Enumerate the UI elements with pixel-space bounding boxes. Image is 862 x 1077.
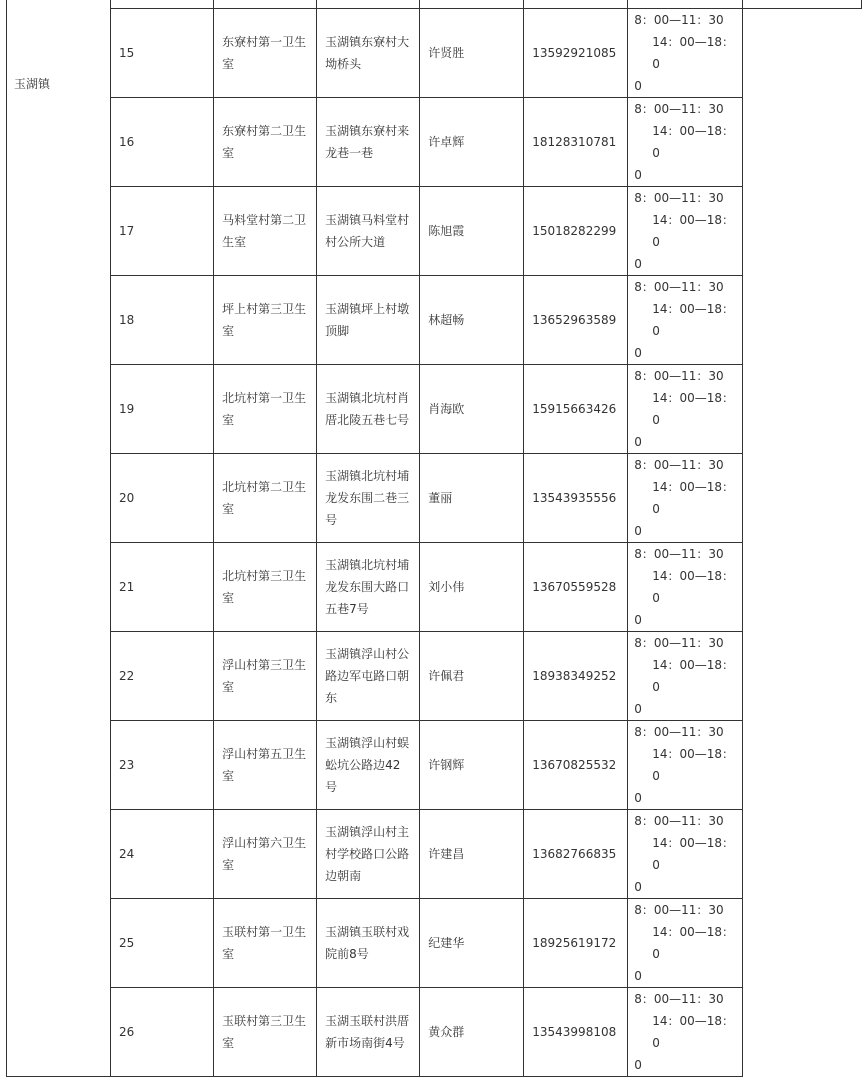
table-row xyxy=(7,988,862,1077)
clinic-address: 玉湖镇马料堂村村公所大道 xyxy=(317,187,420,276)
clinic-name: 玉联村第三卫生室 xyxy=(214,988,317,1077)
row-number: 25 xyxy=(111,899,214,988)
clinic-address: 玉湖镇坪上村墩顶脚 xyxy=(317,276,420,365)
hours-morning: 8：00—11：30 xyxy=(634,814,724,828)
phone-number: 13670825532 xyxy=(524,721,628,810)
phone-number: 15018282299 xyxy=(524,187,628,276)
clinic-name: 坪上村第三卫生室 xyxy=(214,276,317,365)
hours-morning: 8：00—11：30 xyxy=(634,725,724,739)
clinic-name: 东寮村第一卫生室 xyxy=(214,9,317,98)
hours-afternoon: 14：00—18：0 xyxy=(652,1014,735,1050)
phone-number: 13592921085 xyxy=(524,9,628,98)
table-row xyxy=(7,187,862,276)
row-number: 20 xyxy=(111,454,214,543)
clinic-name: 玉联村第一卫生室 xyxy=(214,899,317,988)
hours-morning: 8：00—11：30 xyxy=(634,903,724,917)
clinic-address: 玉湖镇北坑村肖厝北陵五巷七号 xyxy=(317,365,420,454)
hours-afternoon: 14：00—18：0 xyxy=(652,569,735,605)
table-row xyxy=(7,276,862,365)
hours-afternoon: 14：00—18：0 xyxy=(652,747,735,783)
row-number: 19 xyxy=(111,365,214,454)
doctor-name: 许卓辉 xyxy=(420,98,524,187)
table-row xyxy=(7,810,862,899)
table-row xyxy=(7,632,862,721)
clinic-name: 浮山村第六卫生室 xyxy=(214,810,317,899)
opening-hours xyxy=(628,9,743,98)
clinic-name: 浮山村第五卫生室 xyxy=(214,721,317,810)
clinic-table-body xyxy=(7,0,862,1077)
hours-wrap-tail: 0 xyxy=(634,969,642,983)
hours-morning: 8：00—11：30 xyxy=(634,458,724,472)
phone-number: 18128310781 xyxy=(524,98,628,187)
hours-wrap-tail: 0 xyxy=(634,702,642,716)
opening-hours xyxy=(628,276,743,365)
hours-afternoon: 14：00—18：0 xyxy=(652,302,735,338)
doctor-name: 肖海欧 xyxy=(420,365,524,454)
opening-hours xyxy=(628,187,743,276)
clinic-name: 北坑村第一卫生室 xyxy=(214,365,317,454)
doctor-name: 纪建华 xyxy=(420,899,524,988)
clinic-name: 东寮村第二卫生室 xyxy=(214,98,317,187)
phone-number: 13682766835 xyxy=(524,810,628,899)
hours-afternoon: 14：00—18：0 xyxy=(652,480,735,516)
table-row xyxy=(7,98,862,187)
clinic-address: 玉湖镇玉联村戏院前8号 xyxy=(317,899,420,988)
doctor-name: 许钢辉 xyxy=(420,721,524,810)
hours-morning: 8：00—11：30 xyxy=(634,369,724,383)
doctor-name: 林超畅 xyxy=(420,276,524,365)
hours-morning: 8：00—11：30 xyxy=(634,102,724,116)
hours-morning: 8：00—11：30 xyxy=(634,992,724,1006)
table-row xyxy=(7,721,862,810)
hours-afternoon: 14：00—18：0 xyxy=(652,124,735,160)
phone-number: 18938349252 xyxy=(524,632,628,721)
row-number: 18 xyxy=(111,276,214,365)
hours-wrap-tail: 0 xyxy=(634,524,642,538)
clinic-address: 玉湖镇浮山村公路边军屯路口朝东 xyxy=(317,632,420,721)
row-number: 21 xyxy=(111,543,214,632)
hours-morning: 8：00—11：30 xyxy=(634,636,724,650)
doctor-name: 许佩君 xyxy=(420,632,524,721)
hours-wrap-tail: 0 xyxy=(634,257,642,271)
hours-wrap-tail: 0 xyxy=(634,79,642,93)
opening-hours xyxy=(628,632,743,721)
clinic-name: 北坑村第三卫生室 xyxy=(214,543,317,632)
opening-hours xyxy=(628,988,743,1077)
phone-number: 18925619172 xyxy=(524,899,628,988)
row-number: 26 xyxy=(111,988,214,1077)
table-row xyxy=(7,365,862,454)
opening-hours xyxy=(628,454,743,543)
doctor-name: 陈旭霞 xyxy=(420,187,524,276)
phone-number: 15915663426 xyxy=(524,365,628,454)
row-number: 24 xyxy=(111,810,214,899)
hours-wrap-tail: 0 xyxy=(634,880,642,894)
clinic-address: 玉湖镇东寮村大坳桥头 xyxy=(317,9,420,98)
phone-number: 13652963589 xyxy=(524,276,628,365)
hours-afternoon: 14：00—18：0 xyxy=(652,391,735,427)
doctor-name: 黄众群 xyxy=(420,988,524,1077)
hours-wrap-tail: 0 xyxy=(634,613,642,627)
table-row xyxy=(7,9,862,98)
hours-wrap-tail: 0 xyxy=(634,346,642,360)
table-row xyxy=(7,454,862,543)
table-row xyxy=(7,543,862,632)
opening-hours xyxy=(628,810,743,899)
hours-morning: 8：00—11：30 xyxy=(634,547,724,561)
opening-hours xyxy=(628,365,743,454)
clinic-name: 浮山村第三卫生室 xyxy=(214,632,317,721)
row-number: 15 xyxy=(111,9,214,98)
hours-wrap-tail: 0 xyxy=(634,168,642,182)
hours-afternoon: 14：00—18：0 xyxy=(652,925,735,961)
hours-afternoon: 14：00—18：0 xyxy=(652,35,735,71)
clinic-address: 玉湖镇北坑村埔龙发东围大路口五巷7号 xyxy=(317,543,420,632)
hours-afternoon: 14：00—18：0 xyxy=(652,213,735,249)
opening-hours xyxy=(628,721,743,810)
doctor-name: 刘小伟 xyxy=(420,543,524,632)
town-cell: 玉湖镇 xyxy=(7,0,111,1077)
clinic-name: 马料堂村第二卫生室 xyxy=(214,187,317,276)
hours-wrap-tail: 0 xyxy=(634,435,642,449)
row-number: 23 xyxy=(111,721,214,810)
clinic-address: 玉湖玉联村洪厝新市场南街4号 xyxy=(317,988,420,1077)
opening-hours xyxy=(628,543,743,632)
clinic-address: 玉湖镇北坑村埔龙发东围二巷三号 xyxy=(317,454,420,543)
hours-afternoon: 14：00—18：0 xyxy=(652,836,735,872)
row-number: 17 xyxy=(111,187,214,276)
hours-wrap-tail: 0 xyxy=(634,791,642,805)
hours-afternoon: 14：00—18：0 xyxy=(652,658,735,694)
doctor-name: 董丽 xyxy=(420,454,524,543)
doctor-name: 许贤胜 xyxy=(420,9,524,98)
clinic-address: 玉湖镇浮山村主村学校路口公路边朝南 xyxy=(317,810,420,899)
hours-morning: 8：00—11：30 xyxy=(634,13,724,27)
hours-wrap-tail: 0 xyxy=(634,1058,642,1072)
table-row xyxy=(7,899,862,988)
hours-morning: 8：00—11：30 xyxy=(634,191,724,205)
row-number: 16 xyxy=(111,98,214,187)
clinic-table xyxy=(6,0,862,1077)
phone-number: 13543935556 xyxy=(524,454,628,543)
doctor-name: 许建昌 xyxy=(420,810,524,899)
clinic-name: 北坑村第二卫生室 xyxy=(214,454,317,543)
hours-morning: 8：00—11：30 xyxy=(634,280,724,294)
row-number: 22 xyxy=(111,632,214,721)
phone-number: 13543998108 xyxy=(524,988,628,1077)
clinic-address: 玉湖镇东寮村来龙巷一巷 xyxy=(317,98,420,187)
clinic-address: 玉湖镇浮山村蜈蚣坑公路边42号 xyxy=(317,721,420,810)
opening-hours xyxy=(628,899,743,988)
table-top-stub-row xyxy=(7,0,862,9)
opening-hours xyxy=(628,98,743,187)
phone-number: 13670559528 xyxy=(524,543,628,632)
